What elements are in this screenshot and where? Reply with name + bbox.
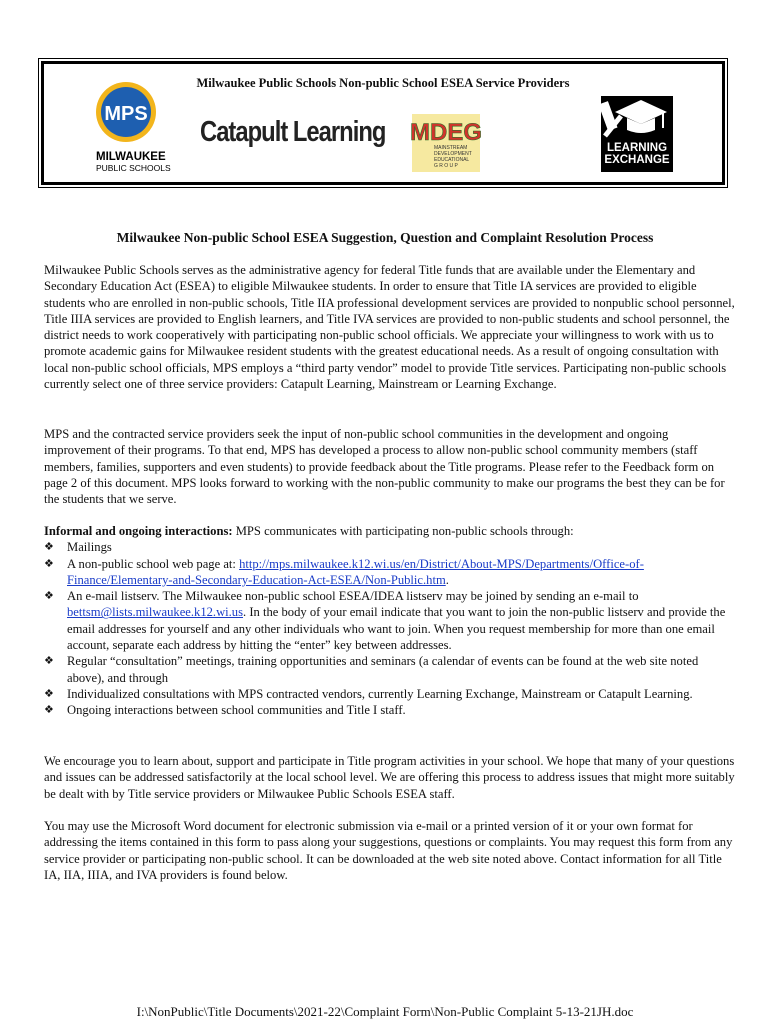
header-banner [41, 61, 725, 185]
mdeg-sub-1: DEVELOPMENT [434, 151, 472, 157]
mps-name-line1: MILWAUKEE [96, 151, 166, 163]
informal-interactions-section [44, 523, 738, 719]
list-item [44, 588, 738, 653]
list-item [44, 653, 738, 686]
document-title: Milwaukee Non-public School ESEA Suggestion, Question and Complaint Resolution Process [116, 230, 654, 245]
bullet-listserv-prefix: An e-mail listserv. The Milwaukee non-public school ESEA/IDEA listserv may be joined by sending an e-mail to [67, 589, 639, 604]
paragraph-2: MPS and the contracted service providers seek the input of non-public school communities in the development and ongoing improvement of their programs. To that end, MPS has developed a process to allow non-public school community members (staff members, families, supporters and even students) to provide feedback about the Title programs. Please refer to the Feedback form on page 2 of this document. MPS looks forward to working with the non-public community to make our programs the best they can be for the students that we serve. [44, 427, 725, 507]
list-item [44, 539, 738, 555]
mps-logo [96, 78, 172, 178]
mdeg-logo [404, 112, 490, 176]
diamond-bullet-icon: ❖ [44, 557, 54, 570]
learning-exchange-logo [601, 96, 673, 172]
diamond-bullet-icon: ❖ [44, 590, 54, 603]
bullet-listserv-suffix: . In the body of your email indicate that you want to join the non-public listserv and provide the email addresses for yourself and any other individuals who want to join. When you request membership for more than one email account, separate each address by hitting the “enter” key between addresses. [67, 605, 726, 653]
bullet-webpage-suffix: . [445, 572, 449, 587]
mdeg-sub-0: MAINSTREAM [434, 145, 468, 151]
bullet-consultation: Regular “consultation” meetings, training opportunities and seminars (a calendar of events can be found at the web site noted above), and through [67, 654, 699, 685]
listserv-email-link[interactable]: bettsm@lists.milwaukee.k12.wi.us [67, 605, 244, 620]
interactions-list [44, 539, 738, 718]
mdeg-sub-3: G R O U P [434, 163, 458, 169]
encourage-paragraph [44, 753, 738, 802]
paragraph-4: We encourage you to learn about, support and participate in Title program activities in your school. We hope that many of your questions and issues can be addressed satisfactorily at the local school level. We are offering this process to address issues that might more suitably be dealt with by Title service providers or Milwaukee Public Schools ESEA staff. [44, 754, 735, 801]
diamond-bullet-icon: ❖ [44, 541, 54, 554]
header-title: Milwaukee Public Schools Non-public School ESEA Service Providers [196, 76, 570, 90]
list-item [44, 702, 738, 718]
bullet-ongoing: Ongoing interactions between school communities and Title I staff. [67, 703, 406, 718]
graduation-cap-icon [601, 96, 673, 140]
learning-exchange-line1: LEARNING [606, 142, 668, 154]
mdeg-sub-2: EDUCATIONAL [434, 157, 470, 163]
list-item [44, 686, 738, 702]
diamond-bullet-icon: ❖ [44, 704, 54, 717]
paragraph-5: You may use the Microsoft Word document for electronic submission via e-mail or a printed version of it or your own format for addressing the items contained in this form to pass along your suggestions, questions or complaints. You may request this form from any service provider or participating non-public school. It can be downloaded at the web site noted above. Contact information for all Title IA, IIA, IIIA, and IVA providers is found below. [44, 819, 733, 882]
diamond-bullet-icon: ❖ [44, 655, 54, 668]
diamond-bullet-icon: ❖ [44, 687, 54, 700]
mps-name-line2: PUBLIC SCHOOLS [96, 163, 171, 173]
input-paragraph [44, 426, 738, 507]
paragraph-1: Milwaukee Public Schools serves as the administrative agency for federal Title funds that are available under the Elementary and Secondary Education Act (ESEA) to eligible Milwaukee students. In order to ensure that Title IA services are provided to eligible students who are enrolled in non-public schools, Title IIA professional development services are provided to nonpublic school personnel, Title IIIA services are provided to English learners, and Title IVA services are provided to non-public students and school personnel, the district needs to work cooperatively with participating non-public school officials. We appreciate your willingness to work with us to promote academic gains for Milwaukee resident students with the greatest educational needs. As a result of ongoing consultation with local non-public school officials, MPS employs a “third party vendor” model to provide Title services. Participating non-public schools currently select one of three service providers: Catapult Learning, Mainstream or Learning Exchange. [44, 263, 735, 392]
bullet-individualized: Individualized consultations with MPS contracted vendors, currently Learning Exchange, Mainstream or Catapult Learning. [67, 686, 693, 701]
mps-initials: MPS [104, 103, 148, 125]
intro-paragraph [44, 262, 738, 392]
mps-circle-icon [96, 78, 172, 178]
submission-paragraph [44, 818, 738, 883]
list-item [44, 556, 738, 589]
informal-heading: Informal and ongoing interactions: [44, 524, 233, 538]
learning-exchange-line2: EXCHANGE [604, 154, 670, 166]
catapult-learning-logo: Catapult Learning [200, 116, 386, 148]
informal-intro: MPS communicates with participating non-public schools through: [232, 524, 574, 538]
footer-file-path: I:\NonPublic\Title Documents\2021-22\Complaint Form\Non-Public Complaint 5-13-21JH.doc [136, 1004, 634, 1019]
nonpublic-webpage-link[interactable]: http://mps.milwaukee.k12.wi.us/en/District/About-MPS/Departments/Office-of-Finance/Elementary-and-Secondary-Education-Act-ESEA/Non-Public.htm [67, 556, 644, 587]
mdeg-letters: MDEG [410, 119, 482, 146]
bullet-webpage-prefix: A non-public school web page at: [67, 556, 240, 571]
bullet-mailings: Mailings [67, 540, 112, 555]
